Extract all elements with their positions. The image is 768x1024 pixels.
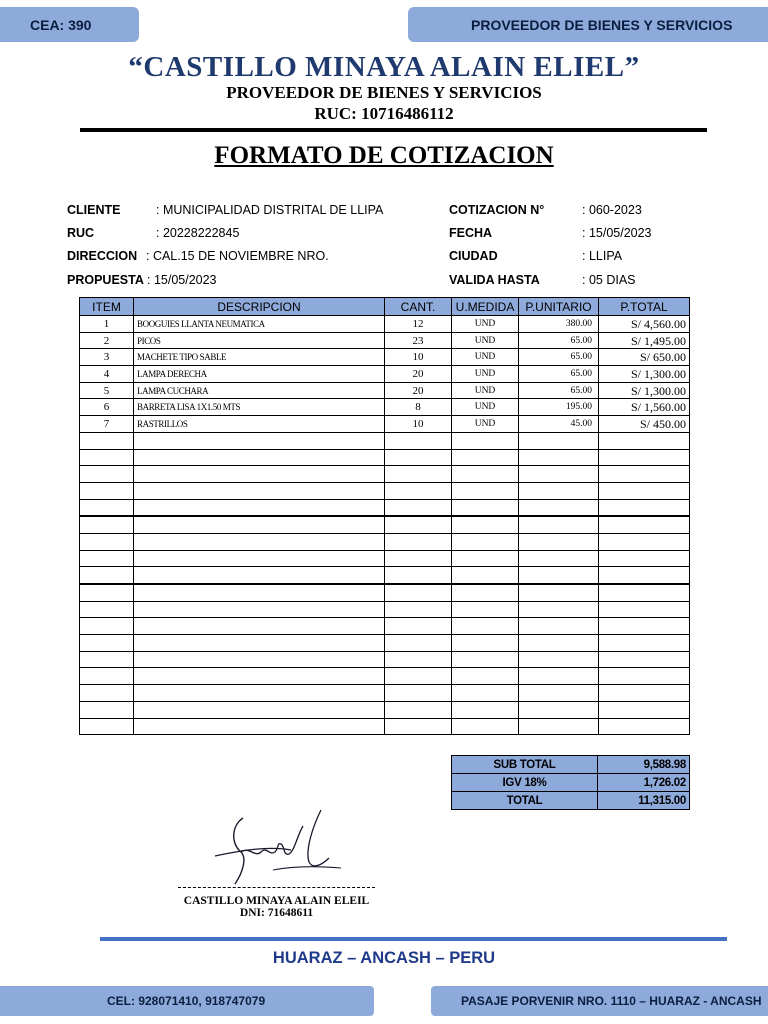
cell-item: 2	[80, 332, 134, 349]
table-row	[80, 701, 690, 718]
cell-cant	[385, 685, 452, 702]
cell-pt	[599, 533, 690, 550]
cell-pu	[519, 584, 599, 601]
cell-um: UND	[452, 366, 519, 383]
cell-um	[452, 618, 519, 635]
cell-desc	[134, 516, 385, 533]
cell-pu	[519, 432, 599, 449]
subtotal-row	[452, 756, 690, 774]
cell-pu	[519, 449, 599, 466]
cell-item: 3	[80, 349, 134, 366]
cell-pt	[599, 449, 690, 466]
cell-item	[80, 651, 134, 668]
table-row	[80, 651, 690, 668]
company-ruc: RUC: 10716486112	[314, 104, 454, 123]
cell-pu	[519, 685, 599, 702]
cell-cant: 12	[385, 316, 452, 333]
cell-cant	[385, 449, 452, 466]
location-text: HUARAZ – ANCASH – PERU	[272, 949, 496, 967]
ciudad-label: CIUDAD	[449, 249, 498, 263]
cell-pt: S/ 4,560.00	[599, 316, 690, 333]
cell-item	[80, 701, 134, 718]
cell-pu: 45.00	[519, 416, 599, 433]
cell-item	[80, 550, 134, 567]
cell-item: 1	[80, 316, 134, 333]
cell-um	[452, 685, 519, 702]
cell-item	[80, 432, 134, 449]
cell-pt	[599, 432, 690, 449]
phone-banner: CEL: 928071410, 918747079	[0, 986, 374, 1016]
handwritten-signature	[213, 806, 348, 891]
header-punitario: P.UNITARIO	[519, 298, 599, 316]
cell-desc	[134, 550, 385, 567]
cell-cant	[385, 584, 452, 601]
cell-pu	[519, 701, 599, 718]
header-descripcion: DESCRIPCION	[134, 298, 385, 316]
cell-pu: 195.00	[519, 399, 599, 416]
signature-line	[178, 887, 375, 888]
cell-cant: 10	[385, 349, 452, 366]
cell-pu	[519, 533, 599, 550]
table-header-row	[80, 298, 690, 316]
cell-um: UND	[452, 382, 519, 399]
cell-pu	[519, 499, 599, 516]
header-item: ITEM	[80, 298, 134, 316]
cell-cant	[385, 668, 452, 685]
cell-um	[452, 516, 519, 533]
cell-desc	[134, 533, 385, 550]
header-umedida: U.MEDIDA	[452, 298, 519, 316]
table-row	[80, 550, 690, 567]
cell-desc	[134, 635, 385, 652]
table-row	[80, 416, 690, 433]
cell-um: UND	[452, 316, 519, 333]
cell-desc: BARRETA LISA 1X1.50 MTS	[134, 399, 385, 416]
cell-um: UND	[452, 416, 519, 433]
table-row	[80, 668, 690, 685]
cell-cant	[385, 466, 452, 483]
cell-desc	[134, 432, 385, 449]
cell-cant	[385, 432, 452, 449]
valida-label: VALIDA HASTA	[449, 273, 540, 287]
cell-desc: PICOS	[134, 332, 385, 349]
cell-pu	[519, 550, 599, 567]
cell-item	[80, 618, 134, 635]
table-row	[80, 466, 690, 483]
cell-cant	[385, 533, 452, 550]
header-divider	[80, 128, 707, 132]
signer-dni: DNI: 71648611	[239, 907, 314, 919]
header-ptotal: P.TOTAL	[599, 298, 690, 316]
table-row	[80, 601, 690, 618]
table-row	[80, 482, 690, 499]
cell-desc	[134, 718, 385, 735]
cell-cant: 23	[385, 332, 452, 349]
cell-desc: RASTRILLOS	[134, 416, 385, 433]
table-row	[80, 499, 690, 516]
cell-pt	[599, 601, 690, 618]
cell-um	[452, 499, 519, 516]
cell-item	[80, 601, 134, 618]
cell-cant	[385, 550, 452, 567]
subtotal-label: SUB TOTAL	[452, 756, 598, 774]
cell-desc	[134, 601, 385, 618]
cliente-value: : MUNICIPALIDAD DISTRITAL DE LLIPA	[156, 203, 384, 217]
address-banner: PASAJE PORVENIR NRO. 1110 – HUARAZ - ANCASH	[431, 986, 768, 1016]
table-row	[80, 332, 690, 349]
cell-cant	[385, 618, 452, 635]
cell-cant	[385, 601, 452, 618]
cell-cant: 20	[385, 382, 452, 399]
cell-pu	[519, 668, 599, 685]
cell-pu: 65.00	[519, 366, 599, 383]
cell-item: 4	[80, 366, 134, 383]
cell-pt	[599, 635, 690, 652]
signer-name: CASTILLO MINAYA ALAIN ELEIL	[183, 895, 370, 907]
cell-pt: S/ 1,300.00	[599, 366, 690, 383]
cell-cant	[385, 701, 452, 718]
cell-cant	[385, 651, 452, 668]
cell-desc	[134, 466, 385, 483]
cell-cant	[385, 718, 452, 735]
cell-pt: S/ 1,495.00	[599, 332, 690, 349]
table-row	[80, 635, 690, 652]
cell-pt	[599, 668, 690, 685]
cell-item	[80, 567, 134, 584]
table-row	[80, 718, 690, 735]
provider-banner: PROVEEDOR DE BIENES Y SERVICIOS	[408, 7, 768, 42]
propuesta-value: : 15/05/2023	[147, 273, 217, 287]
cell-um	[452, 466, 519, 483]
cell-um	[452, 635, 519, 652]
igv-value: 1,726.02	[598, 774, 690, 792]
cell-cant	[385, 567, 452, 584]
fecha-value: : 15/05/2023	[582, 226, 652, 240]
igv-label: IGV 18%	[452, 774, 598, 792]
table-row	[80, 516, 690, 533]
cell-item	[80, 718, 134, 735]
cotizacion-label: COTIZACION N°	[449, 203, 545, 217]
cell-item	[80, 533, 134, 550]
cell-pt	[599, 584, 690, 601]
cell-item	[80, 668, 134, 685]
cell-pt: S/ 650.00	[599, 349, 690, 366]
table-row	[80, 399, 690, 416]
cell-pt	[599, 701, 690, 718]
cell-desc	[134, 482, 385, 499]
table-row	[80, 382, 690, 399]
cell-desc	[134, 651, 385, 668]
cell-pt	[599, 516, 690, 533]
cell-pu	[519, 466, 599, 483]
cell-pu	[519, 482, 599, 499]
company-name: “CASTILLO MINAYA ALAIN ELIEL”	[128, 51, 640, 83]
total-value: 11,315.00	[598, 792, 690, 810]
cell-um	[452, 533, 519, 550]
cell-desc	[134, 701, 385, 718]
cell-cant: 20	[385, 366, 452, 383]
cliente-label: CLIENTE	[67, 203, 121, 217]
cell-item	[80, 584, 134, 601]
cell-pu: 65.00	[519, 382, 599, 399]
cell-pu	[519, 516, 599, 533]
cell-desc	[134, 618, 385, 635]
table-row	[80, 567, 690, 584]
cell-item	[80, 685, 134, 702]
cell-pu: 380.00	[519, 316, 599, 333]
cell-pu: 65.00	[519, 332, 599, 349]
cell-item	[80, 449, 134, 466]
cell-desc	[134, 567, 385, 584]
cell-um	[452, 718, 519, 735]
table-row	[80, 349, 690, 366]
cell-pu	[519, 635, 599, 652]
cell-pt	[599, 567, 690, 584]
cell-pt	[599, 718, 690, 735]
cell-pt	[599, 651, 690, 668]
cell-cant	[385, 482, 452, 499]
propuesta-label: PROPUESTA	[67, 273, 144, 287]
ciudad-value: : LLIPA	[582, 249, 623, 263]
cea-badge: CEA: 390	[0, 7, 139, 42]
cell-desc: LAMPA CUCHARA	[134, 382, 385, 399]
cell-desc	[134, 584, 385, 601]
table-row	[80, 685, 690, 702]
cell-desc	[134, 499, 385, 516]
cell-um	[452, 449, 519, 466]
items-body	[80, 316, 690, 735]
cell-um	[452, 550, 519, 567]
cell-um	[452, 601, 519, 618]
cell-um	[452, 584, 519, 601]
table-row	[80, 584, 690, 601]
cell-cant: 8	[385, 399, 452, 416]
header-cant: CANT.	[385, 298, 452, 316]
company-subtitle: PROVEEDOR DE BIENES Y SERVICIOS	[226, 83, 542, 102]
cell-item	[80, 482, 134, 499]
cell-pt	[599, 618, 690, 635]
cell-pu	[519, 651, 599, 668]
cell-um	[452, 567, 519, 584]
cell-um	[452, 668, 519, 685]
cell-cant: 10	[385, 416, 452, 433]
cell-pt	[599, 550, 690, 567]
cell-um	[452, 701, 519, 718]
direccion-label: DIRECCION	[67, 249, 138, 263]
cell-pu	[519, 718, 599, 735]
cotizacion-value: : 060-2023	[582, 203, 642, 217]
cell-pu	[519, 567, 599, 584]
cell-pu	[519, 618, 599, 635]
totals-table	[451, 755, 690, 810]
cell-pt	[599, 499, 690, 516]
table-row	[80, 316, 690, 333]
cell-pt: S/ 1,560.00	[599, 399, 690, 416]
total-row	[452, 792, 690, 810]
igv-row	[452, 774, 690, 792]
cell-item: 7	[80, 416, 134, 433]
cell-cant	[385, 499, 452, 516]
table-row	[80, 533, 690, 550]
direccion-value: : CAL.15 DE NOVIEMBRE NRO.	[146, 249, 329, 263]
total-label: TOTAL	[452, 792, 598, 810]
document-title: FORMATO DE COTIZACION	[214, 142, 554, 169]
cell-item: 6	[80, 399, 134, 416]
footer-divider	[100, 937, 727, 941]
table-row	[80, 449, 690, 466]
cell-desc: MACHETE TIPO SABLE	[134, 349, 385, 366]
cell-cant	[385, 635, 452, 652]
cell-pt	[599, 482, 690, 499]
cell-pt	[599, 685, 690, 702]
cell-um: UND	[452, 399, 519, 416]
table-row	[80, 618, 690, 635]
cell-desc	[134, 449, 385, 466]
cell-pt	[599, 466, 690, 483]
cell-cant	[385, 516, 452, 533]
subtotal-value: 9,588.98	[598, 756, 690, 774]
table-row	[80, 366, 690, 383]
cell-um: UND	[452, 349, 519, 366]
fecha-label: FECHA	[449, 226, 493, 240]
cell-pu	[519, 601, 599, 618]
cell-item	[80, 499, 134, 516]
cell-item	[80, 635, 134, 652]
cell-pt: S/ 450.00	[599, 416, 690, 433]
cell-item: 5	[80, 382, 134, 399]
cell-um	[452, 432, 519, 449]
cell-pu: 65.00	[519, 349, 599, 366]
ruc-label: RUC	[67, 226, 95, 240]
cell-um: UND	[452, 332, 519, 349]
cell-pt: S/ 1,300.00	[599, 382, 690, 399]
cell-desc	[134, 685, 385, 702]
ruc-value: : 20228222845	[156, 226, 240, 240]
valida-value: : 05 DIAS	[582, 273, 636, 287]
items-table	[79, 297, 690, 735]
cell-um	[452, 482, 519, 499]
cell-um	[452, 651, 519, 668]
cell-desc	[134, 668, 385, 685]
table-row	[80, 432, 690, 449]
cell-desc: BOOGUIES LLANTA NEUMATICA	[134, 316, 385, 333]
cell-desc: LAMPA DERECHA	[134, 366, 385, 383]
cell-item	[80, 466, 134, 483]
cell-item	[80, 516, 134, 533]
